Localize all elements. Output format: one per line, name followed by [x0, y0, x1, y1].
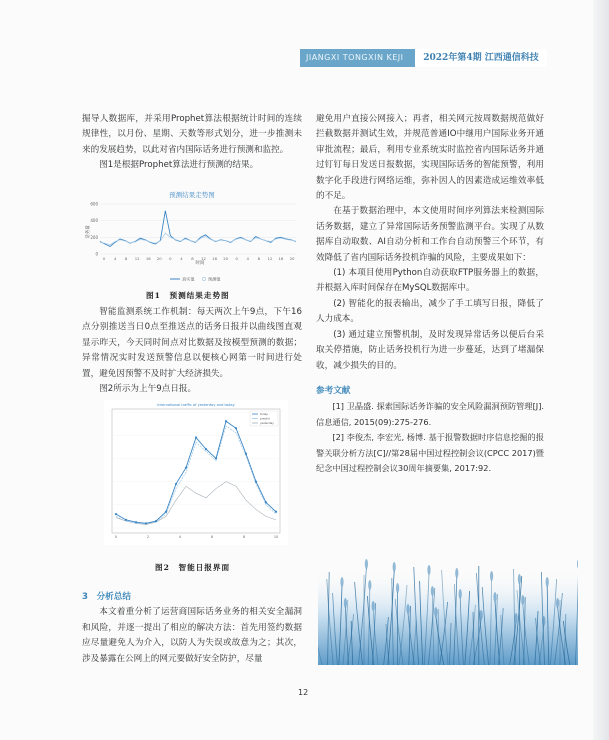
fig2-point-today	[185, 467, 187, 469]
fig2-point-today	[125, 519, 127, 521]
fig1-xtick-label: 20	[289, 256, 295, 261]
fig1-caption: 图1 预测结果走势图	[146, 291, 230, 300]
fig1-xtick-label: 0	[235, 256, 238, 261]
left-p5: 本文着重分析了运营商国际话务业务的相关安全漏洞和风险，并逐一提出了相应的解决方法：首先用签约数据应尽量避免人为介入，以防人为失误或故意为之；其次，涉及暴露在公网上的网元要做好安全防护，尽量	[82, 607, 302, 664]
fig2-point-today	[115, 513, 117, 515]
fig2-point-today	[175, 483, 177, 485]
fig1-xtick-label: 12	[134, 256, 140, 261]
reed-plume	[372, 601, 375, 611]
journal-header	[300, 49, 547, 67]
decorative-reeds-image	[318, 540, 578, 665]
right-p1: 避免用户直接公网接入；再者，相关网元按周数据规范做好拦截数据并测试生效，并规范普通IO中继用户国际业务开通审批流程；最后，利用专业系统实时监控省内国际话务并通过钉钉每日发送日报数据，实现国际话务的智能预警，利用数字化手段进行网络运维，弥补因人的因素造成运维效率低的不足。	[316, 114, 544, 202]
reference-2: [2] 李俊杰, 李宏光, 杨博. 基于报警数据时序信息挖掘的报警关联分析方法[C]//第28届中国过程控制会议(CPCC 2017)暨纪念中国过程控制会议30周年摘要集, 2017:92.	[316, 432, 544, 473]
fig1-title: 预测结果走势图	[169, 191, 215, 199]
fig2-xtick-label: 2	[146, 535, 150, 539]
fig2-point-today	[245, 453, 247, 455]
fig1-ytick-label: 400	[90, 218, 98, 224]
fig2-point-today	[265, 501, 267, 503]
fig2-xtick-label: 8	[242, 535, 246, 539]
reed-plume	[427, 565, 430, 575]
left-p4: 图2所示为上午9点日报。	[99, 384, 197, 395]
fig1-xtick-label: 8	[257, 256, 261, 261]
fig1-xtick-label: 20	[156, 256, 162, 261]
reed-plume	[406, 604, 409, 614]
fig2-point-today	[215, 457, 217, 459]
reed-plume	[493, 592, 496, 602]
reed-plume	[514, 613, 517, 623]
reed-plume	[368, 580, 371, 590]
reed-plume	[431, 586, 434, 596]
fig1-xtick-label: 12	[267, 256, 273, 261]
left-p3: 智能监测系统工作机制：每天两次上午9点，下午16点分别推送当日0点至推送点的话务日报并以曲线图直观显示昨天，今天同时间点对比数据及按模型预测的数据；异常情况实时发送预警信息以便核心网第一时间进行处置，避免因预警不及时扩大经济损失。	[82, 307, 302, 379]
left-column-mid	[82, 305, 302, 397]
fig1-ytick-label: 0	[95, 251, 98, 257]
reed-plume	[455, 568, 458, 578]
references-title: 参考文献	[316, 385, 351, 396]
fig1-ylabel: 话务量	[86, 225, 91, 239]
reed-plume	[396, 583, 399, 593]
reed-plume	[521, 595, 524, 605]
fig1-xtick-label: 8	[191, 256, 194, 261]
fig1-legend-real: 真实值	[182, 276, 195, 282]
fig2-legend-today: today	[260, 412, 268, 416]
fig2-point-today	[195, 436, 197, 438]
fig1-xtick-label: 16	[212, 256, 218, 261]
fig2-legend-predict: predict	[260, 416, 270, 421]
fig1-xtick-label: 16	[145, 256, 151, 261]
fig1-xtick-label: 4	[180, 256, 183, 261]
reed-plume	[459, 589, 462, 599]
right-p3: (1) 本项目使用Python自动获取FTP服务器上的数据，并根据入库时间保存在MySQL数据库中。	[316, 268, 544, 294]
left-column-top	[82, 112, 302, 174]
fig2-xtick-label: 6	[210, 535, 214, 539]
fig2-point-today	[275, 511, 277, 513]
fig2-xtick-label: 10	[273, 535, 279, 539]
fig1-xtick-label: 4	[246, 256, 249, 261]
right-column	[316, 112, 544, 476]
reed-plume	[344, 598, 347, 608]
reed-plume	[434, 607, 437, 617]
fig1-xlabel: 时间	[195, 261, 205, 266]
fig2-point-today	[225, 420, 227, 422]
fig2-legend-yesterday: yesterday	[260, 421, 274, 425]
fig1-ytick-label: 600	[90, 201, 98, 207]
fig2-point-today	[205, 448, 207, 450]
fig2-legend	[250, 411, 278, 426]
left-p1: 掘导人数据库，并采用Prophet算法根据统计时间的连续规律性，以月份、星期、天数等形式划分，进一步推测未来的发展趋势，以此对省内国际话务进行预测和监控。	[82, 114, 302, 155]
right-p5: (3) 通过建立预警机制，及时发现异常话务以便后台采取关停措施，防止话务投机行为进一步蔓延，达到了堵漏保收，减少损失的目的。	[316, 329, 544, 371]
fig1-xtick-label: 20	[223, 256, 229, 261]
section-3-title: 3 分析总结	[82, 592, 131, 602]
reed-plume	[340, 577, 343, 587]
reed-plume	[577, 559, 578, 569]
fig2-caption: 图2 智能日报界面	[155, 563, 231, 572]
left-p2: 图1是根据Prophet算法进行预测的结果。	[99, 160, 259, 171]
left-column-bottom	[82, 590, 302, 667]
fig1-legend-pred: 预测值	[208, 276, 221, 282]
fig1-xtick-label: 12	[201, 256, 206, 261]
header-en: JIANGXI TONGXIN KEJI	[306, 53, 404, 62]
page-number: 12	[298, 688, 309, 697]
fig2-point-today	[235, 427, 237, 429]
fig1-xtick-label: 0	[102, 256, 106, 261]
reed-plume	[393, 562, 396, 572]
fig1-xtick-label: 4	[113, 256, 117, 261]
reed-plume	[546, 577, 549, 587]
fig1-ytick-label: 200	[90, 234, 98, 240]
right-p4: (2) 智能化的报表输出，减少了手工填写日报，降低了人力成本。	[316, 298, 544, 325]
fig1-xtick-label: 0	[169, 256, 172, 261]
header-issue: 2022年第4期	[423, 53, 482, 63]
fig2-xtick-label: 4	[178, 535, 182, 539]
header-box	[415, 49, 547, 67]
header-journal: 江西通信科技	[484, 53, 539, 63]
reference-1: [1] 卫晶盛. 探索国际话务诈骗的安全风险漏洞预防管理[J]. 信息通信, 2015(09):275-276.	[316, 401, 544, 427]
figure-2-chart	[104, 400, 288, 545]
fig2-point-today	[135, 521, 137, 523]
fig2-point-today	[145, 522, 147, 524]
fig2-title: international traffic of yesterday and today	[157, 403, 235, 407]
reed-plume	[518, 574, 521, 584]
reed-plume	[556, 598, 559, 608]
fig2-xtick-label: 0	[114, 535, 118, 539]
fig1-xtick-label: 8	[124, 256, 128, 261]
reed-plume	[365, 559, 368, 569]
fig1-legend	[170, 276, 221, 283]
figure-1-chart	[82, 188, 302, 284]
page-edge-shadow	[593, 0, 609, 740]
fig2-point-today	[255, 481, 257, 483]
right-p2: 在基于数据治理中，本文使用时间序列算法来检测国际话务数据，建立了异常国际话务预警监测平台。实现了从数据库自动取数、AI自动分析和工作台自动预警三个环节，有效降低了省内国际话务投机诈骗的风险，主要成果如下：	[316, 206, 544, 263]
fig2-point-today	[165, 511, 167, 513]
fig2-point-today	[155, 520, 157, 522]
reed-plume	[490, 571, 493, 581]
fig1-xtick-label: 16	[278, 256, 284, 261]
